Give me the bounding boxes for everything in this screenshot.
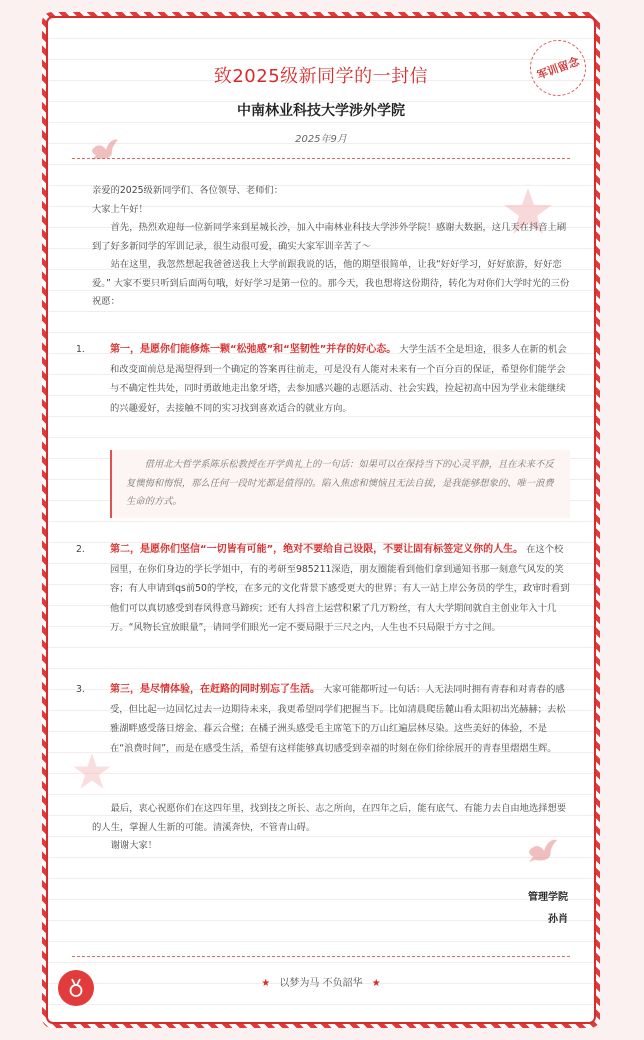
seal-text: 军训留念 — [535, 54, 582, 83]
divider-bottom — [72, 956, 570, 957]
quote-block: 借用北大哲学系陈乐松教授在开学典礼上的一句话：如果可以在保持当下的心灵平静，且在未来不反复懊悔和悔恨，那么任何一段时光都是值得的。陷入焦虑和懊恼且无法自拔，是我能够想象的、唯一浪费生命的方式。 — [110, 450, 570, 518]
item-number: 3. — [76, 684, 85, 695]
greeting: 亲爱的2025级新同学们、各位领导、老师们： — [92, 185, 284, 196]
intro-section — [92, 182, 570, 312]
item-text: 大家可能都听过一句话：人无法同时拥有青春和对青春的感受，但比起一边回忆过去一边期待未来，我更希望同学们把握当下。比如清晨爬岳麓山看太阳初出光赫赫；去松雅湖畔感受落日熔金、暮云合璧；在橘子洲头感受毛主席笔下的万山红遍层林尽染。这些美好的体验，不是在“浪费时间”，而是在感受生活，希望有这样能够真切感受到幸福的时刻在你们徐徐展开的青春里熠熠生辉。 — [110, 684, 566, 754]
star-icon: ★ — [261, 978, 271, 989]
letter-paper — [46, 16, 596, 1024]
wish-item-1 — [76, 340, 570, 418]
intro-paragraph-1: 首先，热烈欢迎每一位新同学来到星城长沙，加入中南林业科技大学涉外学院！感谢大数据，这几天在抖音上刷到了好多新同学的军训记录，很生动很可爱，确实大家军训辛苦了～ — [92, 222, 567, 252]
footer-motto: 以梦为马 不负韶华 — [279, 978, 363, 989]
star-icon — [72, 752, 112, 792]
intro-paragraph-2: 站在这里，我忽然想起我爸爸送我上大学前跟我说的话，他的期望很简单，让我“好好学习，好好旅游，好好恋爱。” 大家不要只听到后面两句哦，好好学习是第一位的。那今天，我也想将这份期待，转化为对你们大学时光的三份祝愿： — [92, 259, 570, 307]
item-highlight: 第三，是尽情体验，在赶路的同时别忘了生活。 — [110, 684, 320, 695]
closing-paragraph: 最后，衷心祝愿你们在这四年里，找到技之所长、志之所向，在四年之后，能有底气、有能力去自由地选择想要的人生，掌握人生新的可能。清溪奔快，不管青山碍。 — [92, 803, 567, 833]
letter-frame — [42, 12, 600, 1028]
item-number: 1. — [76, 344, 85, 355]
closing-section — [92, 800, 570, 856]
wish-item-3 — [76, 680, 570, 758]
star-icon: ★ — [371, 978, 381, 989]
hello: 大家上午好！ — [92, 203, 148, 215]
wish-item-2 — [76, 540, 570, 638]
school-name: 中南林业科技大学涉外学院 — [237, 103, 405, 119]
divider-top — [72, 158, 570, 159]
item-number: 2. — [76, 544, 85, 555]
medal-icon — [58, 970, 94, 1006]
footer-motto-row — [48, 974, 594, 989]
letter-date: 2025年9月 — [295, 134, 347, 145]
thanks: 谢谢大家！ — [110, 840, 158, 851]
item-highlight: 第一，是愿你们能修炼一颗“松弛感”和“坚韧性”并存的好心态。 — [110, 344, 397, 355]
item-text: 在这个校园里，在你们身边的学长学姐中，有的考研至985211深造，朋友圈能看到他们拿到通知书那一刻意气风发的笑容；有人申请到qs前50的学校，在多元的文化背景下感受更大的世界；有人一站上岸公务员的学生，政审时看到他们可以真切感受到春风得意马蹄疾；还有人抖音上运营积累了几万粉丝，有人大学期间就自主创业年入十几万。“风物长宜放眼量”，请同学们眼光一定不要局限于三尺之内，人生也不只局限于方寸之间。 — [110, 544, 570, 633]
signature-dept: 管理学院 — [528, 892, 568, 903]
item-highlight: 第二，是愿你们坚信“一切皆有可能”，绝对不要给自己设限，不要让固有标签定义你的人生。 — [110, 544, 524, 555]
item-text: 大学生活不全是坦途，很多人在新的机会和改变面前总是渴望得到一个确定的答案再往前走，可是没有人能对未来有一个百分百的保证，希望你们能学会与不确定性共处，同时勇敢地走出象牙塔，去参加感兴趣的志愿活动、社会实践，捡起初高中因为学业未能继续的兴趣爱好，去接触不同的实习找到喜欢适合的就业方向。 — [110, 344, 567, 414]
letter-title: 致2025级新同学的一封信 — [213, 66, 429, 87]
signature-name: 孙肖 — [548, 914, 568, 925]
